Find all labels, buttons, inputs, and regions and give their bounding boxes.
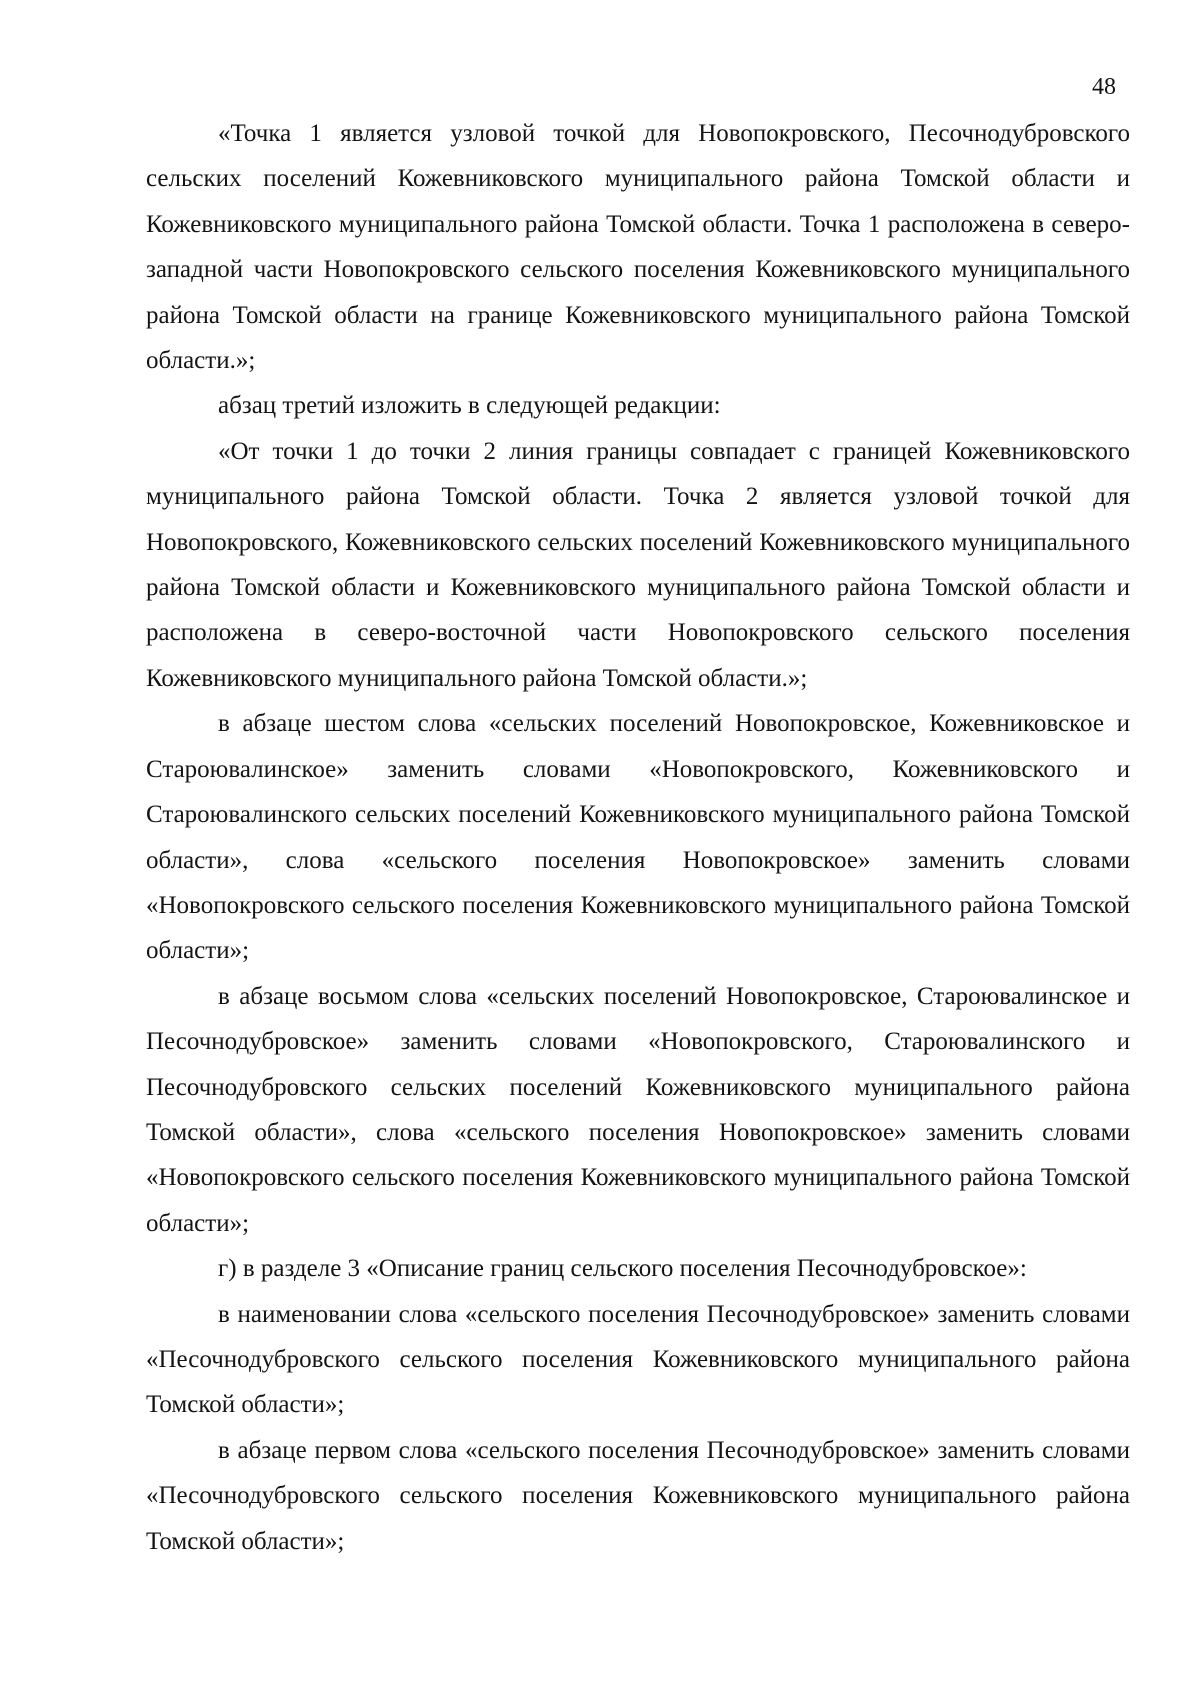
page-number: 48 — [1092, 74, 1116, 100]
paragraph-amendment-eighth: в абзаце восьмом слова «сельских поселений Новопокровское, Староювалинское и Песочнодубровское» заменить словами «Новопокровского, Староювалинского и Песочнодубровского сельских поселений Кожевниковского муниципального района Томской области», слова «сельского поселения Новопокровское» заменить словами «Новопокровского сельского поселения Кожевниковского муниципального района Томской области»; — [146, 982, 1130, 1237]
paragraph-amendment-title: в наименовании слова «сельского поселения Песочнодубровское» заменить словами «Песочнодубровского сельского поселения Кожевниковского муниципального района Томской области»; — [146, 1300, 1130, 1419]
paragraph-amendment-first: в абзаце первом слова «сельского поселения Песочнодубровское» заменить словами «Песочнодубровского сельского поселения Кожевниковского муниципального района Томской области»; — [146, 1436, 1130, 1555]
paragraph-section-3-heading: г) в разделе 3 «Описание границ сельского поселения Песочнодубровское»: — [218, 1255, 1027, 1283]
paragraph-amendment-sixth: в абзаце шестом слова «сельских поселений Новопокровское, Кожевниковское и Староювалинское» заменить словами «Новопокровского, Кожевниковского и Староювалинского сельских поселений Кожевниковского муниципального района Томской области», слова «сельского поселения Новопокровское» заменить словами «Новопокровского сельского поселения Кожевниковского муниципального района Томской области»; — [146, 710, 1130, 965]
paragraph-point-1-to-2-description: «От точки 1 до точки 2 линия границы совпадает с границей Кожевниковского муниципального района Томской области. Точка 2 является узловой точкой для Новопокровского, Кожевниковского сельских поселений Кожевниковского муниципального района Томской области и Кожевниковского муниципального района Томской области и расположена в северо-восточной части Новопокровского сельского поселения Кожевниковского муниципального района Томской области.»; — [146, 437, 1130, 692]
paragraph-point-1-description: «Точка 1 является узловой точкой для Новопокровского, Песочнодубровского сельских поселений Кожевниковского муниципального района Томской области и Кожевниковского муниципального района Томской области. Точка 1 расположена в северо-западной части Новопокровского сельского поселения Кожевниковского муниципального района Томской области на границе Кожевниковского муниципального района Томской области.»; — [146, 120, 1130, 375]
paragraph-instruction-third: абзац третий изложить в следующей редакции: — [218, 392, 721, 420]
document-body — [146, 111, 1130, 1564]
